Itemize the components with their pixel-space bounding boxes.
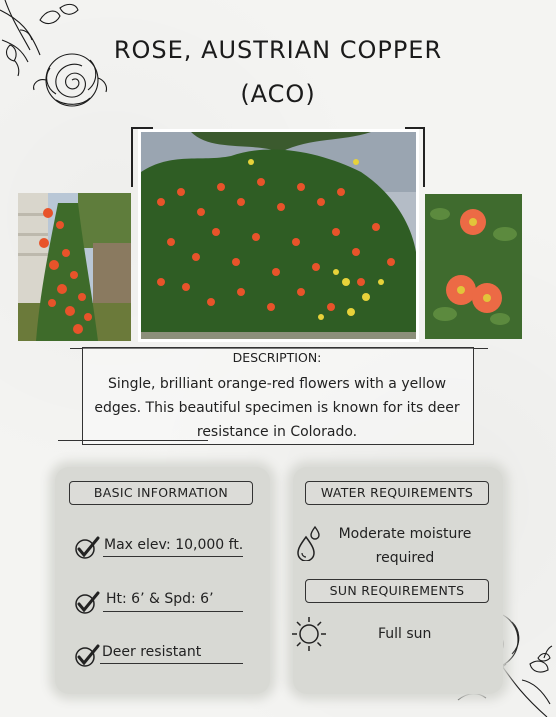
- checkmark-icon: [74, 535, 100, 561]
- page-title-line-2: (ACO): [240, 80, 316, 108]
- basic-item-size: [106, 591, 214, 607]
- water-drops-icon: [296, 525, 322, 561]
- basic-item-text: Ht: 6’ & Spd: 6’: [106, 591, 214, 607]
- checkmark-icon: [74, 590, 100, 616]
- sun-icon: [290, 615, 328, 653]
- checkmark-icon: [74, 643, 100, 669]
- underline: [100, 663, 243, 664]
- sun-requirement-text: Full sun: [378, 626, 432, 642]
- basic-item-elevation: [104, 537, 243, 553]
- rose-photo-left: [18, 193, 131, 341]
- description-heading: DESCRIPTION:: [232, 350, 322, 365]
- description-text: Single, brilliant orange-red flowers with a yellow edges. This beautiful specimen is known for its deer resistance in Colorado.: [94, 376, 460, 440]
- basic-item-text: Deer resistant: [102, 644, 202, 660]
- underline: [103, 611, 243, 612]
- rose-photo-main: [141, 132, 416, 339]
- basic-item-text: Max elev: 10,000 ft.: [104, 537, 244, 553]
- underline: [103, 556, 243, 557]
- basic-item-deer: [102, 644, 201, 660]
- water-requirements-label: WATER REQUIREMENTS: [305, 481, 489, 505]
- rose-photo-right: [425, 194, 522, 339]
- water-requirement-text: Moderate moisture required: [338, 526, 472, 566]
- sun-requirements-label: SUN REQUIREMENTS: [305, 579, 489, 603]
- basic-info-label: BASIC INFORMATION: [69, 481, 253, 505]
- page-title-line-1: ROSE, AUSTRIAN COPPER: [113, 36, 443, 64]
